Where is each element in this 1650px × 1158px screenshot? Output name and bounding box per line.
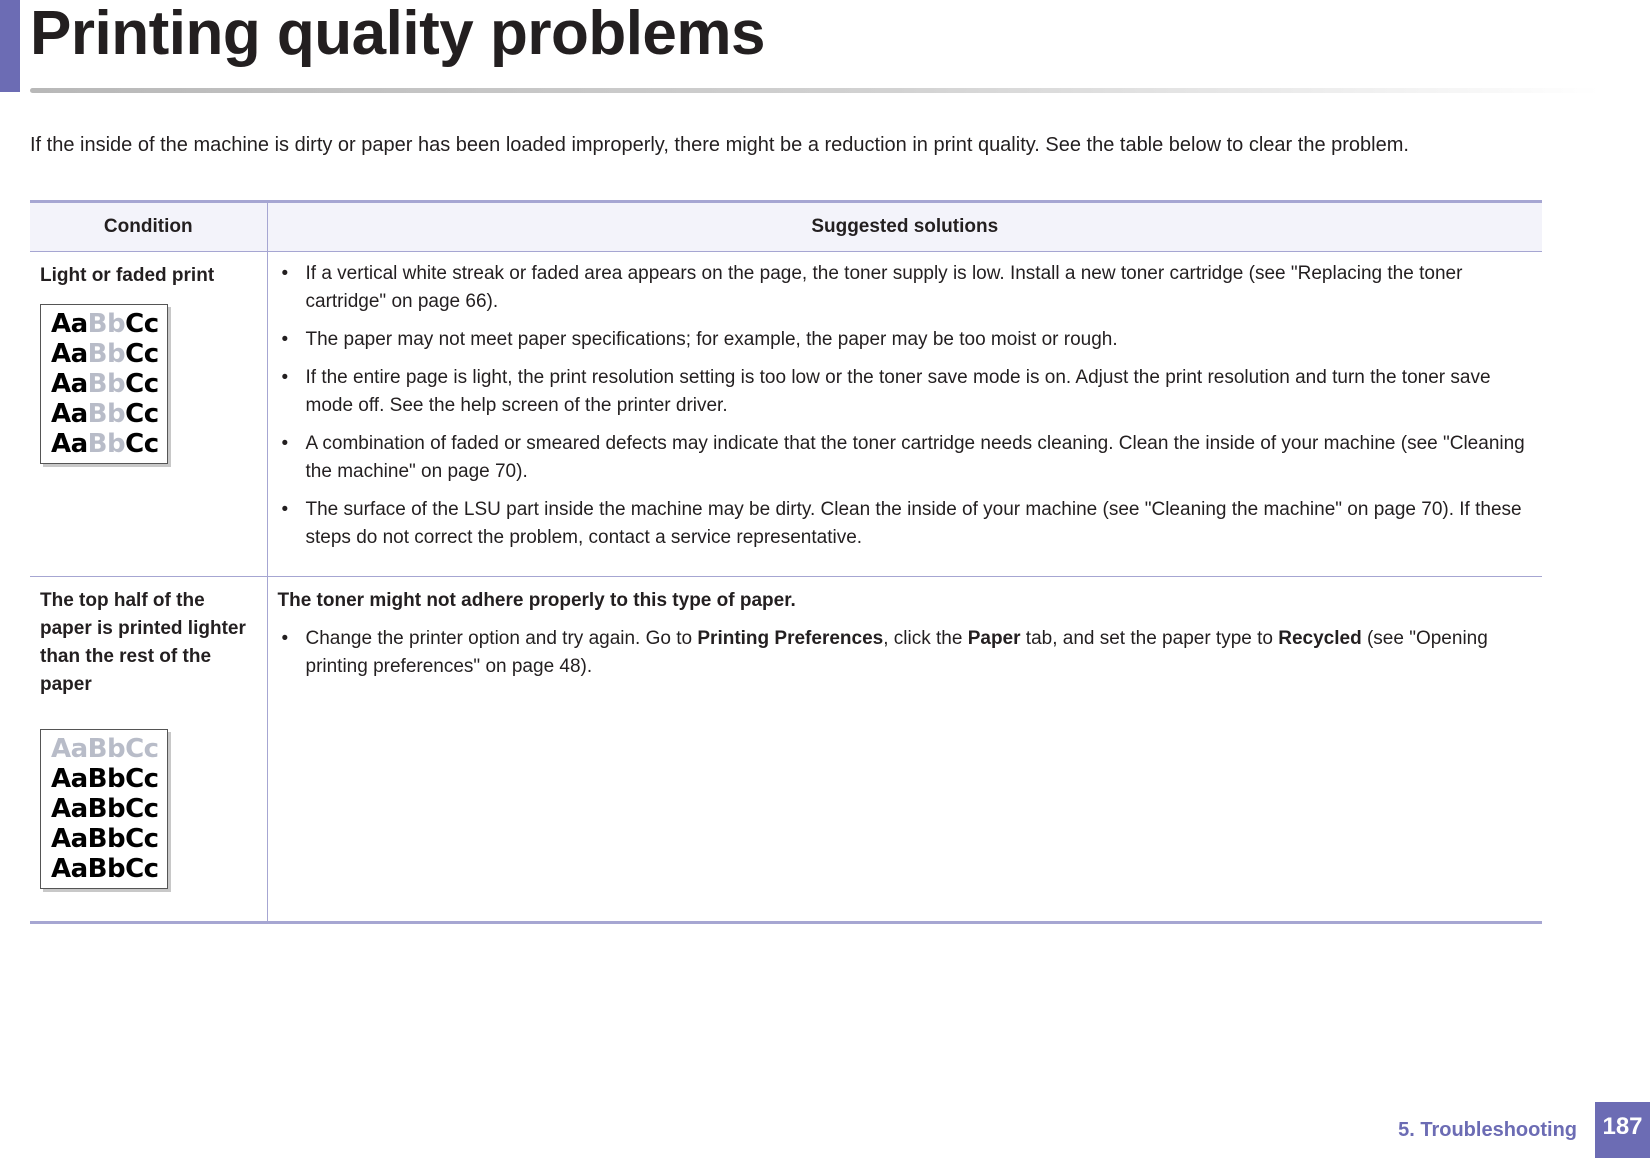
condition-label: Light or faded print (40, 265, 215, 286)
paper-tab-term: Paper (967, 628, 1021, 649)
header-suggested-solutions: Suggested solutions (267, 202, 1542, 252)
intro-paragraph: If the inside of the machine is dirty or paper has been loaded improperly, there might be a reduction in print quality. See the table below to clear the problem. (30, 134, 1409, 156)
troubleshooting-table (30, 200, 1542, 924)
sample-line: AaBbCc (51, 764, 159, 794)
sample-line: AaBbCc (51, 854, 159, 884)
sample-line: AaBbCc (51, 794, 159, 824)
sample-line: AaBbCc (51, 734, 159, 764)
list-item: • If the entire page is light, the print resolution setting is too low or the toner save mode is on. Adjust the print resolution and turn the toner save mode off. See the help screen of the printer driver. (278, 364, 1531, 420)
sample-line: AaBbCc (51, 824, 159, 854)
page-title: Printing quality problems (30, 0, 766, 68)
solutions-list (278, 625, 1531, 681)
faded-print-sample-image (40, 304, 168, 464)
title-accent-bar (0, 0, 20, 92)
list-item: • A combination of faded or smeared defects may indicate that the toner cartridge needs cleaning. Clean the inside of your machine (see "Cleaning the machine" on page 70). (278, 430, 1531, 486)
top-half-light-sample-image (40, 729, 168, 889)
chapter-label: 5. Troubleshooting (1398, 1119, 1577, 1141)
title-underline (30, 88, 1600, 93)
condition-cell (30, 252, 267, 577)
sample-line: AaBbCc (51, 369, 159, 399)
list-item: • If a vertical white streak or faded area appears on the page, the toner supply is low. Install a new toner cartridge (see "Replacing the toner cartridge" on page 66). (278, 260, 1531, 316)
solutions-list (278, 260, 1531, 552)
recycled-term: Recycled (1278, 628, 1362, 649)
sample-line: AaBbCc (51, 399, 159, 429)
sample-line: AaBbCc (51, 429, 159, 459)
list-item: • Change the printer option and try again. Go to Printing Preferences, click the Paper tab, and set the paper type to Recycled (see "Opening printing preferences" on page 48). (278, 625, 1531, 681)
solutions-cell (267, 577, 1542, 923)
table-row (30, 577, 1542, 923)
solution-heading: The toner might not adhere properly to this type of paper. (277, 590, 796, 611)
solutions-cell (267, 252, 1542, 577)
header-condition: Condition (30, 202, 267, 252)
list-item: • The surface of the LSU part inside the machine may be dirty. Clean the inside of your machine (see "Cleaning the machine" on page 70). If these steps do not correct the problem, contact a service representative. (278, 496, 1531, 552)
sample-line: AaBbCc (51, 309, 159, 339)
table-row (30, 252, 1542, 577)
condition-cell (30, 577, 267, 923)
condition-label: The top half of the paper is printed lighter than the rest of the paper (40, 590, 246, 695)
table-header-row (30, 202, 1542, 252)
sample-line: AaBbCc (51, 339, 159, 369)
printing-preferences-term: Printing Preferences (697, 628, 884, 649)
page-number-badge: 187 (1595, 1102, 1650, 1158)
list-item: • The paper may not meet paper specifications; for example, the paper may be too moist or rough. (278, 326, 1531, 354)
